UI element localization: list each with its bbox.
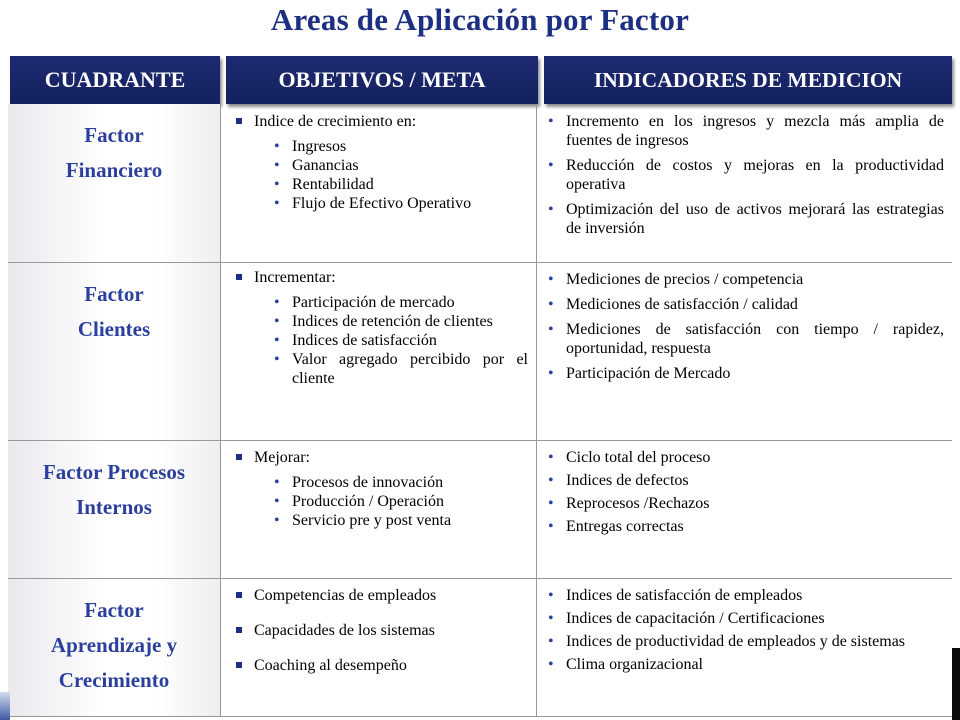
list-item: • Indices de capacitación / Certificaciones — [548, 609, 944, 628]
header-quadrant — [10, 56, 220, 104]
list-item: • Optimización del uso de activos mejorará las estrategias de inversión — [548, 200, 944, 238]
list-item: • Procesos de innovación — [274, 473, 528, 492]
objective-item: Capacidades de los sistemas — [222, 621, 534, 640]
list-item: • Rentabilidad — [274, 175, 528, 194]
list-item: • Ingresos — [274, 137, 528, 156]
quadrant-label: Clientes — [77, 317, 151, 341]
column-divider — [536, 104, 537, 716]
objective-item: Competencias de empleados — [222, 586, 534, 605]
slide-edge-decoration — [952, 648, 960, 720]
list-item: • Ciclo total del proceso — [548, 448, 944, 467]
list-item: • Indices de productividad de empleados y de sistemas — [548, 632, 944, 651]
indicators-financiero — [538, 112, 948, 244]
objectives-clientes — [222, 268, 534, 388]
list-item: • Mediciones de satisfacción / calidad — [548, 295, 944, 314]
list-item: • Entregas correctas — [548, 517, 944, 536]
factor-table — [8, 56, 952, 718]
indicators-procesos — [538, 448, 948, 540]
objective-item: Mejorar: — [222, 448, 534, 467]
objectives-financiero — [222, 112, 534, 213]
quadrant-label: Financiero — [65, 158, 163, 182]
list-item: • Mediciones de precios / competencia — [548, 270, 944, 289]
indicator-list — [548, 112, 944, 238]
quadrant-label: Internos — [76, 495, 152, 519]
quadrant-financiero — [8, 104, 220, 262]
header-objectives — [226, 56, 538, 104]
slide-corner-decoration — [0, 692, 10, 720]
objective-item: Indice de crecimiento en: — [222, 112, 534, 131]
quadrant-label: Aprendizaje y — [50, 633, 178, 657]
objective-subitems — [274, 137, 528, 213]
quadrant-clientes — [8, 263, 220, 440]
objective-subitems — [274, 293, 528, 388]
quadrant-aprendizaje — [8, 579, 220, 716]
list-item: • Indices de satisfacción — [274, 331, 528, 350]
objective-item: Incrementar: — [222, 268, 534, 287]
objective-subitems — [274, 473, 528, 530]
list-item: • Ganancias — [274, 156, 528, 175]
row-divider — [8, 716, 952, 717]
page-title: Areas de Aplicación por Factor — [270, 2, 690, 37]
list-item: • Servicio pre y post venta — [274, 511, 528, 530]
list-item: • Producción / Operación — [274, 492, 528, 511]
list-item: • Valor agregado percibido por el cliente — [274, 350, 528, 388]
list-item: • Reprocesos /Rechazos — [548, 494, 944, 513]
header-quadrant-label: CUADRANTE — [44, 67, 186, 92]
list-item: • Participación de Mercado — [548, 364, 944, 383]
quadrant-label: Crecimiento — [58, 668, 170, 692]
list-item: • Mediciones de satisfacción con tiempo / rapidez, oportunidad, respuesta — [548, 320, 944, 358]
objectives-procesos — [222, 448, 534, 530]
quadrant-procesos — [8, 441, 220, 578]
indicators-aprendizaje — [538, 586, 948, 678]
quadrant-label: Factor — [84, 282, 144, 306]
quadrant-label: Factor — [84, 123, 144, 147]
objective-item: Coaching al desempeño — [222, 656, 534, 675]
list-item: • Flujo de Efectivo Operativo — [274, 194, 528, 213]
list-item: • Participación de mercado — [274, 293, 528, 312]
indicator-list — [548, 270, 944, 383]
header-indicators-label: INDICADORES DE MEDICION — [593, 67, 903, 92]
column-divider — [220, 104, 221, 716]
list-item: • Reducción de costos y mejoras en la productividad operativa — [548, 156, 944, 194]
list-item: • Clima organizacional — [548, 655, 944, 674]
list-item: • Indices de retención de clientes — [274, 312, 528, 331]
header-indicators — [544, 56, 952, 104]
indicator-list — [548, 448, 944, 536]
list-item: • Incremento en los ingresos y mezcla más amplia de fuentes de ingresos — [548, 112, 944, 150]
quadrant-label: Factor — [84, 598, 144, 622]
list-item: • Indices de satisfacción de empleados — [548, 586, 944, 605]
list-item: • Indices de defectos — [548, 471, 944, 490]
objectives-aprendizaje — [222, 586, 534, 681]
indicators-clientes — [538, 270, 948, 389]
indicator-list — [548, 586, 944, 674]
header-objectives-label: OBJETIVOS / META — [278, 67, 486, 92]
quadrant-label: Factor Procesos — [42, 460, 186, 484]
